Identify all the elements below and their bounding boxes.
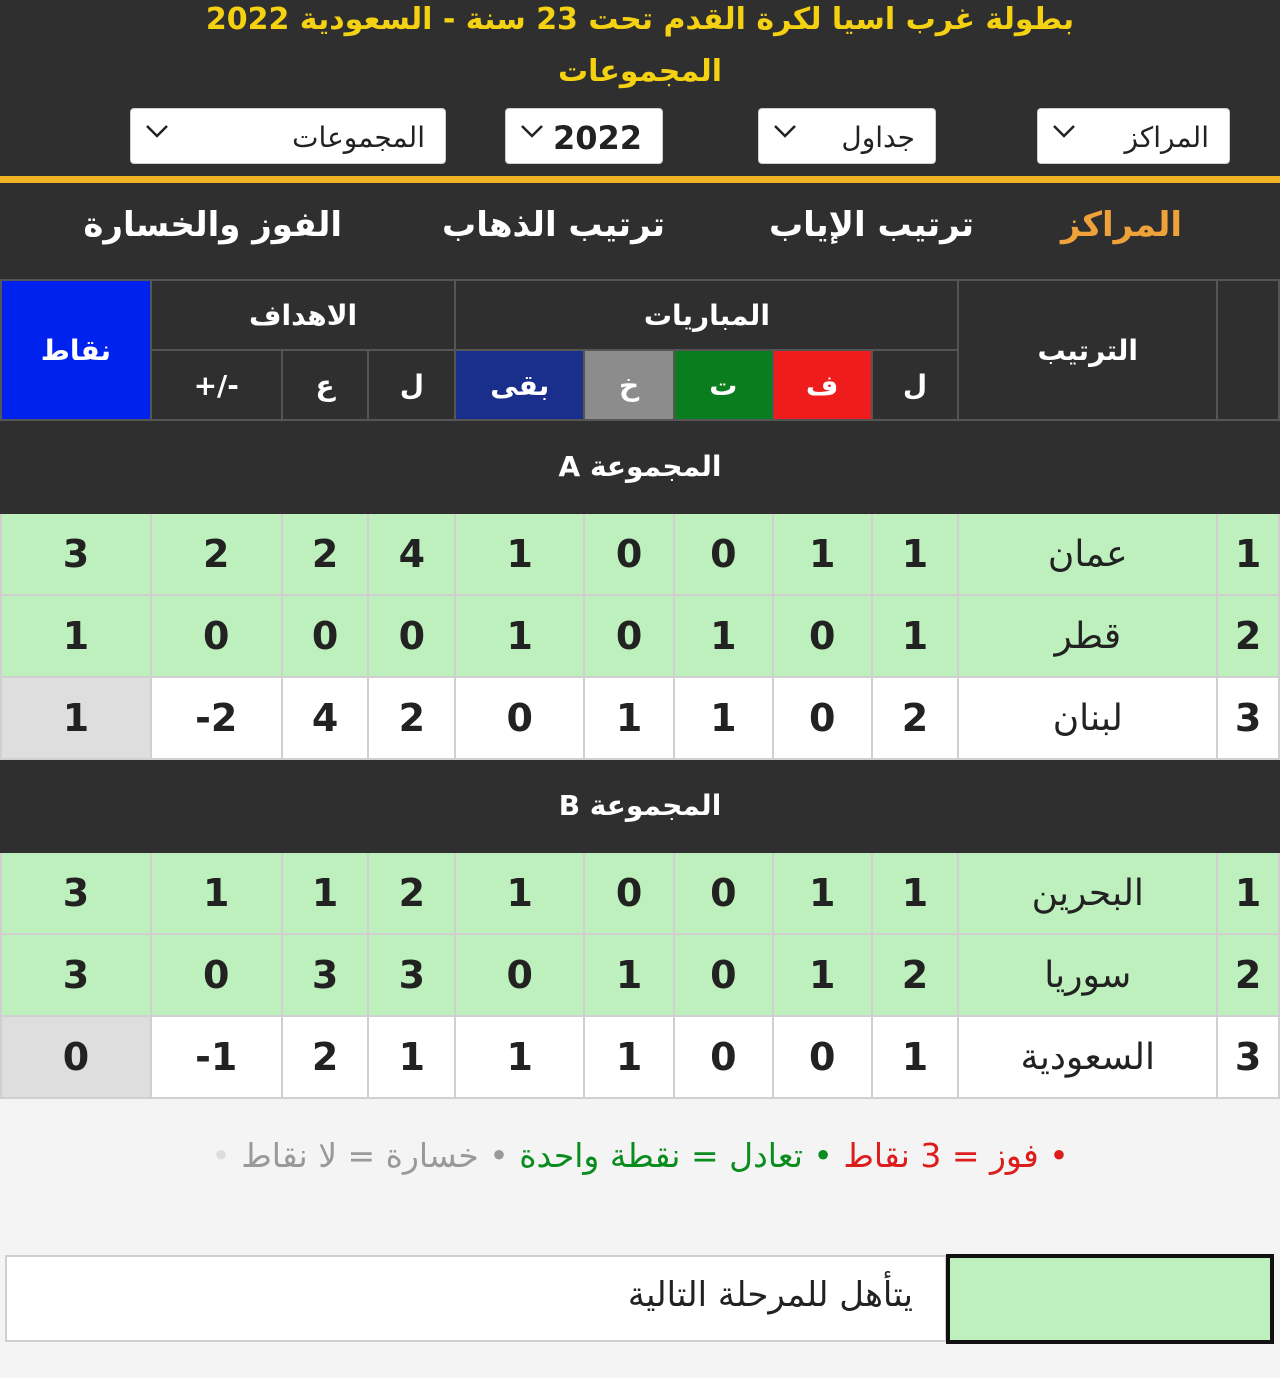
table-row[interactable]	[1, 677, 1279, 759]
team-name: قطر	[958, 595, 1217, 677]
tab-positions[interactable]: المراكز	[1061, 205, 1182, 245]
header-blank	[1217, 280, 1279, 420]
positions-dropdown[interactable]	[1037, 108, 1230, 164]
position: 3	[1217, 1016, 1279, 1098]
team-name: السعودية	[958, 1016, 1217, 1098]
drawn-cell: 1	[584, 677, 674, 759]
qualify-key-label	[5, 1255, 947, 1342]
team-name: البحرين	[958, 852, 1217, 934]
header-rank: الترتيب	[958, 280, 1217, 420]
won-cell: 0	[674, 852, 773, 934]
won-cell: 1	[674, 677, 773, 759]
header-matches: المباريات	[455, 280, 958, 350]
header-goal-diff: +/-	[151, 350, 282, 420]
dropdown-label: 2022	[552, 119, 642, 157]
lost-cell: 0	[773, 677, 872, 759]
goal-diff-cell: 2	[151, 513, 282, 595]
lost-cell: 0	[773, 1016, 872, 1098]
drawn-cell: 1	[584, 934, 674, 1016]
goals-against-cell: 2	[282, 1016, 369, 1098]
position: 2	[1217, 595, 1279, 677]
goals-against-cell: 4	[282, 677, 369, 759]
page-subtitle: المجموعات	[557, 54, 723, 89]
tab-bar	[0, 183, 1280, 279]
header-played: ل	[872, 350, 959, 420]
remaining-cell: 0	[455, 677, 584, 759]
position: 3	[1217, 677, 1279, 759]
goals-against-cell: 3	[282, 934, 369, 1016]
goals-against-cell: 1	[282, 852, 369, 934]
goal-diff-cell: 2-	[151, 677, 282, 759]
header-drawn: خ	[584, 350, 674, 420]
accent-divider	[0, 176, 1280, 183]
played-cell: 1	[872, 1016, 959, 1098]
table-row[interactable]	[1, 934, 1279, 1016]
lost-cell: 1	[773, 513, 872, 595]
legend-bullet: •	[211, 1136, 231, 1175]
played-cell: 1	[872, 595, 959, 677]
goal-diff-cell: 0	[151, 934, 282, 1016]
played-cell: 1	[872, 513, 959, 595]
goal-diff-cell: 1	[151, 852, 282, 934]
won-cell: 0	[674, 513, 773, 595]
goal-diff-cell: 1-	[151, 1016, 282, 1098]
chevron-down-icon	[520, 123, 544, 139]
tab-away-standings[interactable]: ترتيب الإياب	[768, 205, 974, 245]
goals-for-cell: 0	[368, 595, 455, 677]
team-name: سوريا	[958, 934, 1217, 1016]
dropdown-label: جداول	[841, 121, 915, 154]
header-won: ت	[674, 350, 773, 420]
legend-win: • فوز = 3 نقاط	[843, 1136, 1069, 1175]
legend-draw: • تعادل = نقطة واحدة	[519, 1136, 833, 1175]
group-header: المجموعة A	[1, 420, 1279, 513]
won-cell: 1	[674, 595, 773, 677]
remaining-cell: 1	[455, 1016, 584, 1098]
header-remaining: بقى	[455, 350, 584, 420]
dropdown-label: المراكز	[1124, 121, 1209, 154]
table-row[interactable]	[1, 1016, 1279, 1098]
top-header	[0, 0, 1280, 176]
dropdown-label: المجموعات	[292, 121, 425, 154]
standings-table	[0, 279, 1280, 1099]
goals-for-cell: 4	[368, 513, 455, 595]
remaining-cell: 0	[455, 934, 584, 1016]
legend-loss: • خسارة = لا نقاط	[241, 1136, 509, 1175]
group-header: المجموعة B	[1, 759, 1279, 852]
drawn-cell: 0	[584, 595, 674, 677]
remaining-cell: 1	[455, 513, 584, 595]
played-cell: 2	[872, 934, 959, 1016]
won-cell: 0	[674, 934, 773, 1016]
team-name: عمان	[958, 513, 1217, 595]
points-cell: 3	[1, 934, 151, 1016]
points-cell: 1	[1, 595, 151, 677]
qualify-key-text: يتأهل للمرحلة التالية	[627, 1275, 913, 1315]
goals-against-cell: 2	[282, 513, 369, 595]
lost-cell: 0	[773, 595, 872, 677]
points-cell: 1	[1, 677, 151, 759]
header-goals-for: ل	[368, 350, 455, 420]
won-cell: 0	[674, 1016, 773, 1098]
tab-home-standings[interactable]: ترتيب الذهاب	[442, 205, 665, 245]
goals-for-cell: 1	[368, 1016, 455, 1098]
drawn-cell: 0	[584, 513, 674, 595]
header-points: نقاط	[1, 280, 151, 420]
goals-for-cell: 3	[368, 934, 455, 1016]
played-cell: 1	[872, 852, 959, 934]
goal-diff-cell: 0	[151, 595, 282, 677]
table-row[interactable]	[1, 852, 1279, 934]
points-legend	[0, 1136, 1280, 1175]
table-row[interactable]	[1, 513, 1279, 595]
position: 1	[1217, 852, 1279, 934]
qualify-key-swatch	[946, 1254, 1274, 1344]
tab-win-loss[interactable]: الفوز والخسارة	[83, 205, 342, 245]
played-cell: 2	[872, 677, 959, 759]
position: 1	[1217, 513, 1279, 595]
points-cell: 0	[1, 1016, 151, 1098]
points-cell: 3	[1, 852, 151, 934]
table-row[interactable]	[1, 595, 1279, 677]
page-title: بطولة غرب اسيا لكرة القدم تحت 23 سنة - السعودية 2022	[205, 2, 1075, 37]
lost-cell: 1	[773, 852, 872, 934]
remaining-cell: 1	[455, 595, 584, 677]
position: 2	[1217, 934, 1279, 1016]
remaining-cell: 1	[455, 852, 584, 934]
year-dropdown[interactable]	[505, 108, 663, 164]
header-goals-against: ع	[282, 350, 369, 420]
goals-for-cell: 2	[368, 852, 455, 934]
drawn-cell: 0	[584, 852, 674, 934]
chevron-down-icon	[773, 123, 797, 139]
tables-dropdown[interactable]	[758, 108, 936, 164]
header-lost: ف	[773, 350, 872, 420]
groups-dropdown[interactable]	[130, 108, 446, 164]
chevron-down-icon	[145, 123, 169, 139]
drawn-cell: 1	[584, 1016, 674, 1098]
lost-cell: 1	[773, 934, 872, 1016]
chevron-down-icon	[1052, 123, 1076, 139]
team-name: لبنان	[958, 677, 1217, 759]
header-goals: الاهداف	[151, 280, 455, 350]
goals-for-cell: 2	[368, 677, 455, 759]
goals-against-cell: 0	[282, 595, 369, 677]
points-cell: 3	[1, 513, 151, 595]
